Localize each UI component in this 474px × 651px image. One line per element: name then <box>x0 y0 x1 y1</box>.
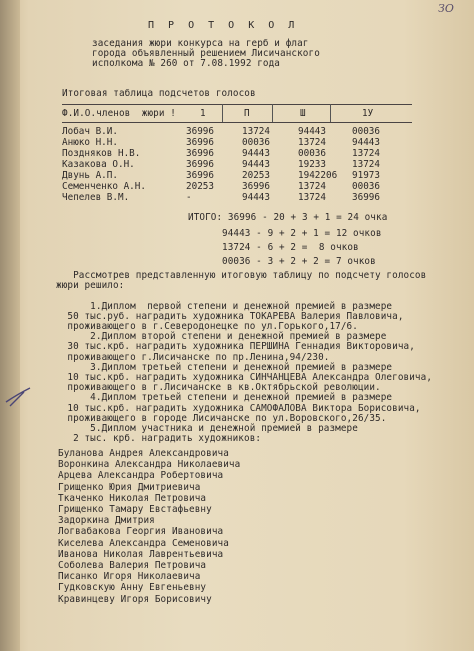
totals-line-2: 94443 - 9 + 2 + 1 = 12 очков <box>222 228 382 239</box>
table-cell: 91973 <box>352 170 380 181</box>
table-cell: 94443 <box>242 159 270 170</box>
table-cell: 1942206 <box>298 170 338 181</box>
table-cell: 94443 <box>352 137 380 148</box>
table-cell: 36996 <box>242 181 270 192</box>
resolution-line: 10 тыс.крб. наградить художника САМОФАЛОВА Виктора Борисовича, <box>56 402 421 414</box>
table-col-header-1: 1 <box>200 108 206 119</box>
table-row-name: Двунь А.П. <box>62 170 118 181</box>
artist-list-item: Задоркина Дмитрия <box>58 515 155 527</box>
table-cell: 20253 <box>186 181 214 192</box>
resolution-line: 2 тыс. крб. наградить художников: <box>56 433 262 445</box>
table-col-header-3: Ш <box>300 108 306 119</box>
table-divider <box>222 104 223 122</box>
artist-list-item: Соболева Валерия Петровича <box>58 560 207 571</box>
table-row-name: Чепелев В.М. <box>62 192 130 203</box>
table-cell: - <box>186 192 192 203</box>
artist-list-item: Писанко Игоря Николаевича <box>58 571 201 583</box>
resolution-line: 10 тыс.крб. наградить художника СИНЧАНЦЕВА Александра Олеговича, <box>56 372 433 383</box>
resolution-line: 1.Диплом первой степени и денежной премией в размере <box>56 300 393 312</box>
artist-list-item: Воронкина Александра Николаевича <box>58 459 241 471</box>
table-cell: 13724 <box>298 181 326 192</box>
resolution-line: 5.Диплом участника и денежной премией в размере <box>56 423 358 434</box>
table-cell: 19233 <box>298 159 326 170</box>
resolution-line: проживающего в г.Северодонецке по ул.Горького,17/6. <box>56 321 358 332</box>
artist-list-item: Логвабакова Георгия Ивановича <box>58 526 224 538</box>
artist-list-item: Гудковскую Анну Евгеньевну <box>58 582 207 594</box>
resolution-line: 4.Диплом третьей степени и денежной премией в размере <box>56 392 393 404</box>
table-cell: 94443 <box>242 148 270 159</box>
table-cell: 00036 <box>298 148 326 159</box>
totals-line-4: 00036 - 3 + 2 + 2 = 7 очков <box>222 256 376 267</box>
table-col-header-name: Ф.И.О.членов жюри ! <box>62 108 176 119</box>
table-cell: 36996 <box>186 148 214 159</box>
artist-list-item: Грищенко Юрия Дмитриевича <box>58 481 201 493</box>
table-cell: 13724 <box>352 159 380 170</box>
totals-line-1: ИТОГО: 36996 - 20 + 3 + 1 = 24 очка <box>188 212 388 223</box>
table-row-name: Поздняков Н.В. <box>62 148 141 159</box>
table-col-header-2: П <box>244 108 250 119</box>
table-cell: 13724 <box>352 148 380 159</box>
corner-page-mark: ЗО <box>438 2 454 15</box>
table-row-name: Семенченко А.Н. <box>62 181 146 192</box>
table-cell: 13724 <box>298 192 326 203</box>
table-cell: 36996 <box>186 170 214 181</box>
artist-list-item: Иванова Николая Лаврентьевича <box>58 548 224 560</box>
artist-list-item: Арцева Александра Робертовича <box>58 470 224 482</box>
table-cell: 00036 <box>352 181 380 192</box>
table-divider <box>330 104 331 122</box>
subtitle-line-3: исполкома № 260 от 7.08.1992 года <box>92 58 281 69</box>
artist-list-item: Грищенко Тамару Евстафьевну <box>58 504 212 515</box>
table-cell: 00036 <box>242 137 270 148</box>
artist-list-item: Киселева Александра Семеновича <box>58 537 229 549</box>
table-caption: Итоговая таблица подсчетов голосов <box>62 88 256 99</box>
table-cell: 94443 <box>242 192 270 203</box>
resolution-line: жюри решило: <box>56 280 125 292</box>
resolution-line: 50 тыс.руб. наградить художника ТОКАРЕВА Валерия Павловича, <box>56 310 404 322</box>
table-row-name: Лобач В.И. <box>62 126 118 137</box>
resolution-line: 3.Диплом третьей степени и денежной премией в размере <box>56 361 393 373</box>
subtitle-line-1: заседания жюри конкурса на герб и флаг <box>92 38 309 49</box>
resolution-line: проживающего в г.Лисичанске в кв.Октябрьской революции. <box>56 382 381 394</box>
resolution-line: проживающего в городе Лисичанске по ул.Воровского,26/35. <box>56 412 387 424</box>
table-row-name: Казакова О.Н. <box>62 159 135 170</box>
table-cell: 36996 <box>186 137 214 148</box>
table-cell: 13724 <box>242 126 270 137</box>
page-binding <box>0 0 20 651</box>
table-cell: 94443 <box>298 126 326 137</box>
table-row-name: Анюко Н.Н. <box>62 137 118 148</box>
artist-list-item: Кравинцеву Игоря Борисовичу <box>58 593 212 605</box>
document-title: П Р О Т О К О Л <box>148 20 299 31</box>
table-cell: 36996 <box>186 126 214 137</box>
table-cell: 36996 <box>186 159 214 170</box>
margin-signature-mark <box>4 380 34 410</box>
table-header-rule <box>62 122 412 123</box>
subtitle-line-2: города объявленный решением Лисичанского <box>92 48 320 59</box>
artist-list-item: Буланова Андрея Александровича <box>58 448 229 459</box>
table-cell: 13724 <box>298 137 326 148</box>
resolution-line: 2.Диплом второй степени и денежной премией в размере <box>56 331 387 343</box>
totals-line-3: 13724 - 6 + 2 = 8 очков <box>222 242 359 253</box>
resolution-line: 30 тыс.крб. наградить художника ПЕРШИНА Геннадия Викторовича, <box>56 341 415 353</box>
table-divider <box>272 104 273 122</box>
table-col-header-4: 1У <box>362 108 374 119</box>
table-cell: 36996 <box>352 192 380 203</box>
resolution-line: проживающего г.Лисичанске по пр.Ленина,94/230. <box>56 351 330 363</box>
table-top-rule <box>62 104 412 105</box>
artist-list-item: Ткаченко Николая Петровича <box>58 492 207 504</box>
table-cell: 00036 <box>352 126 380 137</box>
resolution-line: Рассмотрев представленную итоговую таблицу по подсчету голосов <box>56 270 427 281</box>
table-cell: 20253 <box>242 170 270 181</box>
